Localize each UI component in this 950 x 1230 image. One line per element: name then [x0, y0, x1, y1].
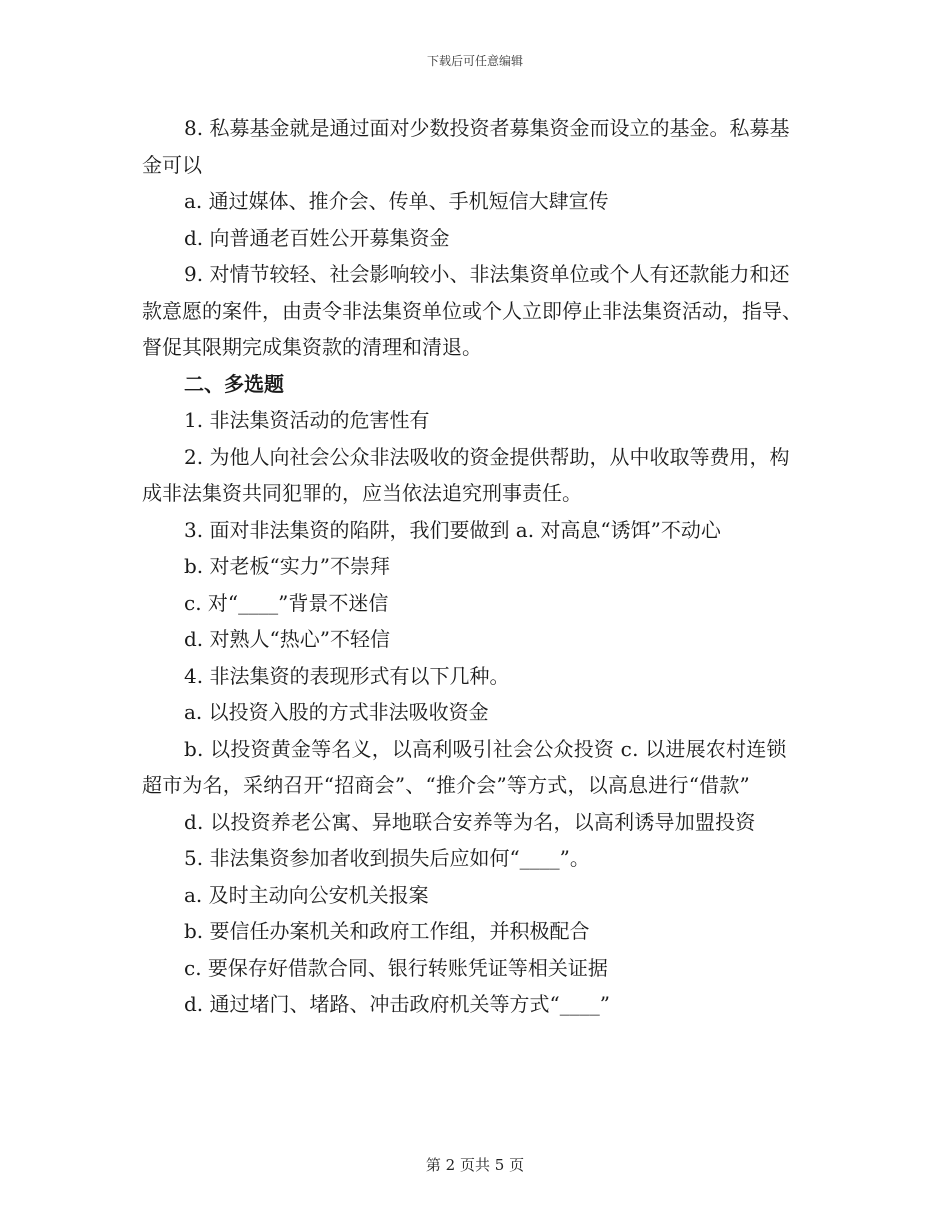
multi-question-4-option-d: d. 以投资养老公寓、异地联合安养等为名，以高利诱导加盟投资 — [184, 809, 756, 834]
multi-question-3-option-c: c. 对“____”背景不迷信 — [184, 590, 389, 615]
question-8-option-d: d. 向普通老百姓公开募集资金 — [184, 225, 450, 250]
multi-question-2: 2. 为他人向社会公众非法吸收的资金提供帮助，从中收取等费用，构成非法集资共同犯罪的，应当依法追究刑事责任。 — [142, 444, 790, 505]
multi-question-5-option-d: d. 通过堵门、堵路、冲击政府机关等方式“____” — [184, 992, 610, 1016]
section-heading-multiple-choice: 二、多选题 — [184, 371, 284, 396]
multi-question-5-option-a: a. 及时主动向公安机关报案 — [184, 882, 429, 907]
multi-question-5: 5. 非法集资参加者收到损失后应如何“____”。 — [184, 846, 590, 870]
question-9: 9. 对情节较轻、社会影响较小、非法集资单位或个人有还款能力和还款意愿的案件，由责令非法集资单位或个人立即停止非法集资活动，指导、督促其限期完成集资款的清理和清退。 — [142, 262, 802, 359]
multi-question-3-option-d: d. 对熟人“热心”不轻信 — [184, 627, 390, 651]
multi-question-5-option-c: c. 要保存好借款合同、银行转账凭证等相关证据 — [184, 955, 608, 980]
multi-question-3-option-b: b. 对老板“实力”不崇拜 — [184, 554, 390, 578]
question-8-option-a: a. 通过媒体、推介会、传单、手机短信大肆宣传 — [184, 189, 609, 213]
multi-question-4-option-a: a. 以投资入股的方式非法吸收资金 — [184, 700, 489, 724]
multi-question-5-option-b: b. 要信任办案机关和政府工作组，并积极配合 — [184, 919, 590, 943]
multi-question-4-option-b-c: b. 以投资黄金等名义，以高利吸引社会公众投资 c. 以进展农村连锁超市为名，采纳召开“招商会”、“推介会”等方式，以高息进行“借款” — [142, 736, 787, 797]
page-header-note: 下载后可任意编辑 — [426, 54, 523, 68]
page-number-label: 第 2 页共 5 页 — [425, 1156, 525, 1174]
document-body — [142, 110, 802, 1023]
question-8: 8. 私募基金就是通过面对少数投资者募集资金而设立的基金。私募基金可以 — [142, 116, 790, 177]
multi-question-4: 4. 非法集资的表现形式有以下几种。 — [184, 663, 510, 688]
multi-question-3: 3. 面对非法集资的陷阱，我们要做到 a. 对高息“诱饵”不动心 — [184, 517, 721, 542]
multi-question-1: 1. 非法集资活动的危害性有 — [184, 408, 430, 432]
